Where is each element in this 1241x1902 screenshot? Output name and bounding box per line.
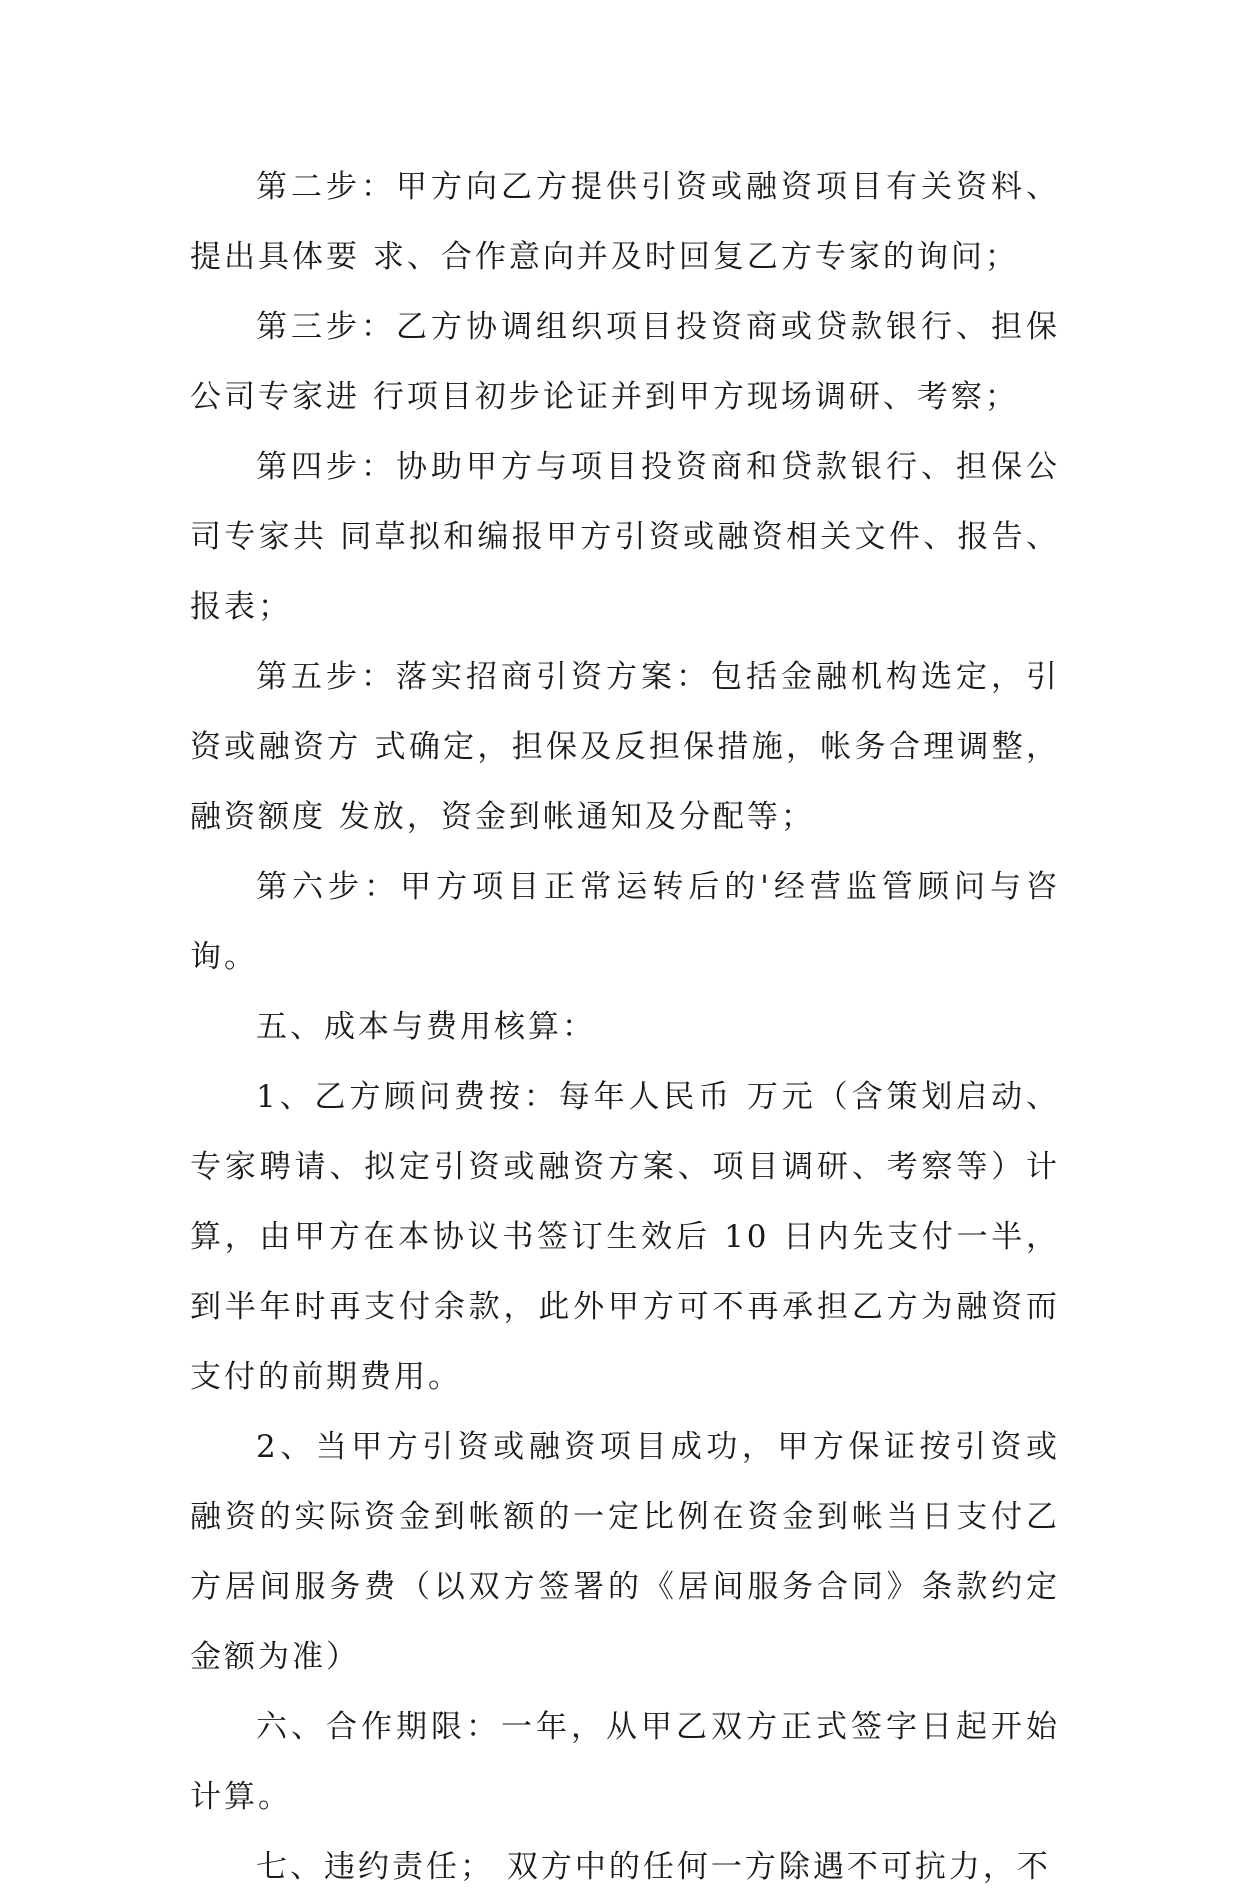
document-body [190, 152, 1060, 1902]
paragraph-step-three: 第三步：乙方协调组织项目投资商或贷款银行、担保公司专家进 行项目初步论证并到甲方现场调研、考察； [190, 309, 1060, 415]
paragraph-cooperation-term: 六、合作期限：一年，从甲乙双方正式签字日起开始计算。 [190, 1709, 1060, 1815]
paragraph-step-six: 第六步：甲方项目正常运转后的'经营监管顾问与咨询。 [190, 869, 1060, 975]
paragraph-step-five: 第五步：落实招商引资方案：包括金融机构选定，引资或融资方 式确定，担保及反担保措施，帐务合理调整，融资额度 发放，资金到帐通知及分配等； [190, 659, 1060, 835]
paragraph-step-two: 第二步：甲方向乙方提供引资或融资项目有关资料、提出具体要 求、合作意向并及时回复乙方专家的询问； [190, 169, 1060, 275]
paragraph-fee-item-2: 2、当甲方引资或融资项目成功，甲方保证按引资或融资的实际资金到帐额的一定比例在资金到帐当日支付乙方居间服务费（以双方签署的《居间服务合同》条款约定金额为准） [190, 1429, 1060, 1675]
paragraph-fee-item-1: 1、乙方顾问费按：每年人民币 万元（含策划启动、专家聘请、拟定引资或融资方案、项目调研、考察等）计算，由甲方在本协议书签订生效后 10 日内先支付一半，到半年时再支付余款，此外甲方可不再承担乙方为融资而支付的前期费用。 [190, 1079, 1060, 1395]
section-heading-cost: 五、成本与费用核算： [256, 1009, 596, 1045]
paragraph-step-four: 第四步：协助甲方与项目投资商和贷款银行、担保公司专家共 同草拟和编报甲方引资或融资相关文件、报告、报表； [190, 449, 1060, 625]
paragraph-breach-liability: 七、违约责任； 双方中的任何一方除遇不可抗力，不 [256, 1849, 1051, 1885]
